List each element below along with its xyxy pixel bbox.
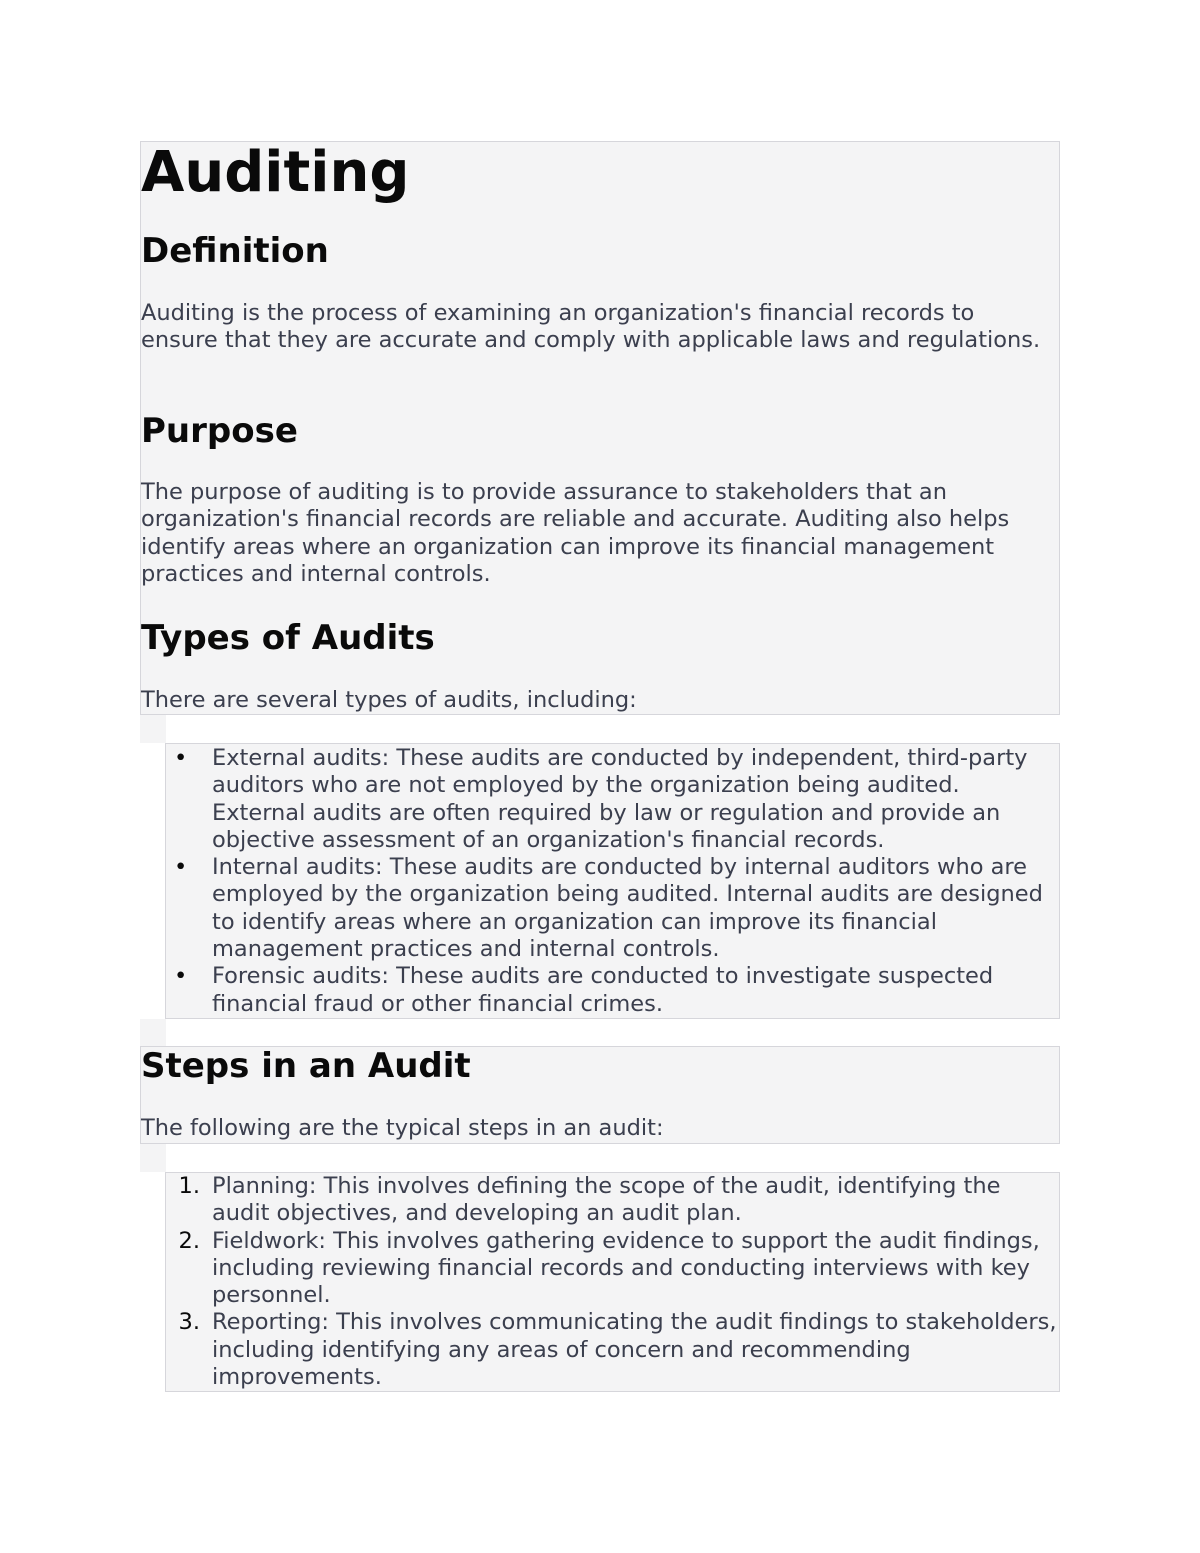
list-item-text: Internal audits: These audits are conducted by internal auditors who are employed by the organization being audited. Internal audits are designed to identify areas where an organization can improve its financial management practices and internal controls. (212, 854, 1043, 963)
number-marker: 2. (178, 1227, 200, 1254)
types-list (166, 745, 1059, 1018)
definition-text: Auditing is the process of examining an organization's financial records to ensure that they are accurate and comply with applicable laws and regulations. (141, 300, 1041, 354)
types-intro: There are several types of audits, including: (141, 687, 637, 713)
gap-strip (140, 715, 166, 743)
number-marker: 1. (178, 1173, 200, 1199)
list-item (166, 1228, 1059, 1310)
gap-strip (140, 1144, 166, 1172)
types-heading: Types of Audits (141, 618, 435, 658)
list-item (166, 963, 1059, 1018)
page-title: Auditing (141, 140, 410, 205)
steps-list (166, 1173, 1059, 1391)
steps-heading: Steps in an Audit (141, 1046, 471, 1086)
list-item-text: Fieldwork: This involves gathering evidence to support the audit findings, including reviewing financial records and conducting interviews with key personnel. (212, 1227, 1040, 1309)
list-item-text: External audits: These audits are conducted by independent, third-party auditors who are not employed by the organization being audited. External audits are often required by law or regulation and provide an objective assessment of an organization's financial records. (212, 745, 1028, 853)
bullet-marker: • (174, 854, 188, 881)
list-item-text: Reporting: This involves communicating the audit findings to stakeholders, including identifying any areas of concern and recommending improvements. (212, 1309, 1057, 1391)
steps-intro: The following are the typical steps in an audit: (141, 1115, 664, 1141)
purpose-heading: Purpose (141, 411, 298, 451)
bullet-marker: • (174, 745, 188, 771)
number-marker: 3. (178, 1309, 200, 1336)
list-item (166, 1309, 1059, 1391)
gap-strip (140, 1019, 166, 1047)
definition-heading: Definition (141, 231, 329, 271)
list-item (166, 745, 1059, 854)
list-item (166, 854, 1059, 963)
list-item-text: Planning: This involves defining the scope of the audit, identifying the audit objectives, and developing an audit plan. (212, 1173, 1001, 1227)
bullet-marker: • (174, 963, 188, 990)
list-item (166, 1173, 1059, 1228)
list-item-text: Forensic audits: These audits are conducted to investigate suspected financial fraud or other financial crimes. (212, 963, 994, 1017)
purpose-text: The purpose of auditing is to provide assurance to stakeholders that an organization's financial records are reliable and accurate. Auditing also helps identify areas where an organization can improve its financial management practices and internal controls. (141, 479, 1010, 587)
